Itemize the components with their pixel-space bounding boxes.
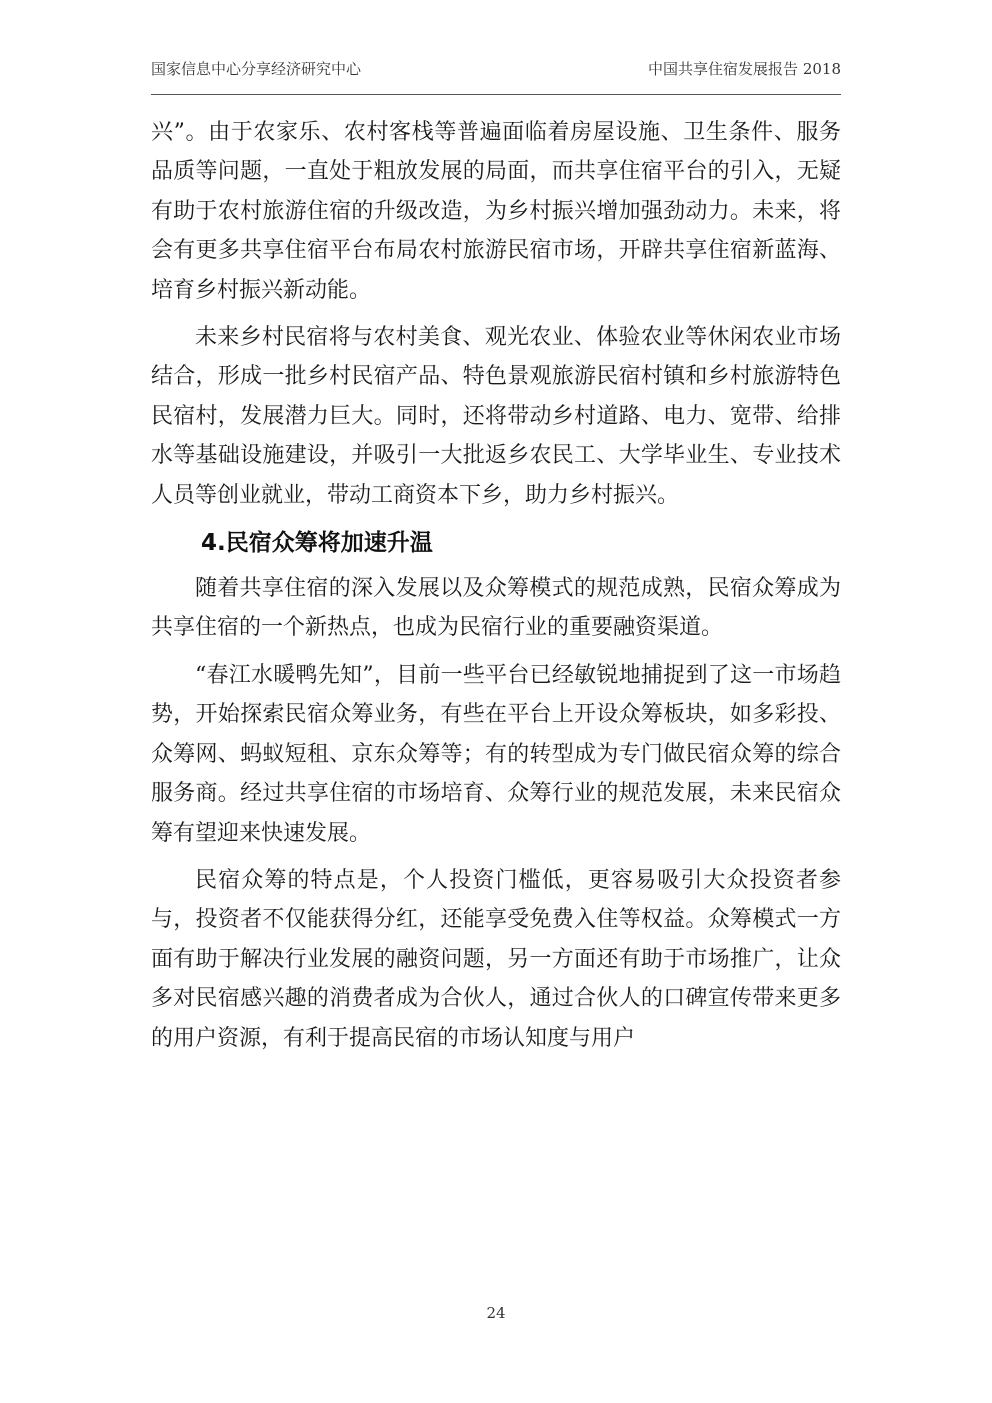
header-report-title: 中国共享住宿发展报告 2018: [648, 60, 841, 78]
paragraph: 民宿众筹的特点是，个人投资门槛低，更容易吸引大众投资者参与，投资者不仅能获得分红，还能享受免费入住等权益。众筹模式一方面有助于解决行业发展的融资问题，另一方面还有助于市场推广，让众多对民宿感兴趣的消费者成为合伙人，通过合伙人的口碑宣传带来更多的用户资源，有利于提高民宿的市场认知度与用户: [151, 867, 841, 1051]
page-number: 24: [486, 1304, 506, 1322]
page-body: [151, 113, 841, 1058]
paragraph-continued: 兴”。由于农家乐、农村客栈等普遍面临着房屋设施、卫生条件、服务品质等问题，一直处于粗放发展的局面，而共享住宿平台的引入，无疑有助于农村旅游住宿的升级改造，为乡村振兴增加强劲动力。未来，将会有更多共享住宿平台布局农村旅游民宿市场，开辟共享住宿新蓝海、培育乡村振兴新动能。: [151, 120, 841, 303]
section-heading: 4.民宿众筹将加速升温: [201, 530, 433, 557]
header-divider: [151, 94, 841, 95]
page-header: [151, 58, 841, 86]
paragraph: “春江水暖鸭先知”，目前一些平台已经敏锐地捕捉到了这一市场趋势，开始探索民宿众筹业务，有些在平台上开设众筹板块，如多彩投、众筹网、蚂蚁短租、京东众筹等；有的转型成为专门做民宿众筹的综合服务商。经过共享住宿的市场培育、众筹行业的规范发展，未来民宿众筹有望迎来快速发展。: [151, 662, 841, 846]
paragraph: 未来乡村民宿将与农村美食、观光农业、体验农业等休闲农业市场结合，形成一批乡村民宿产品、特色景观旅游民宿村镇和乡村旅游特色民宿村，发展潜力巨大。同时，还将带动乡村道路、电力、宽带、给排水等基础设施建设，并吸引一大批返乡农民工、大学毕业生、专业技术人员等创业就业，带动工商资本下乡，助力乡村振兴。: [151, 325, 841, 508]
paragraph: 随着共享住宿的深入发展以及众筹模式的规范成熟，民宿众筹成为共享住宿的一个新热点，也成为民宿行业的重要融资渠道。: [151, 576, 841, 641]
header-org-name: 国家信息中心分享经济研究中心: [151, 60, 362, 78]
